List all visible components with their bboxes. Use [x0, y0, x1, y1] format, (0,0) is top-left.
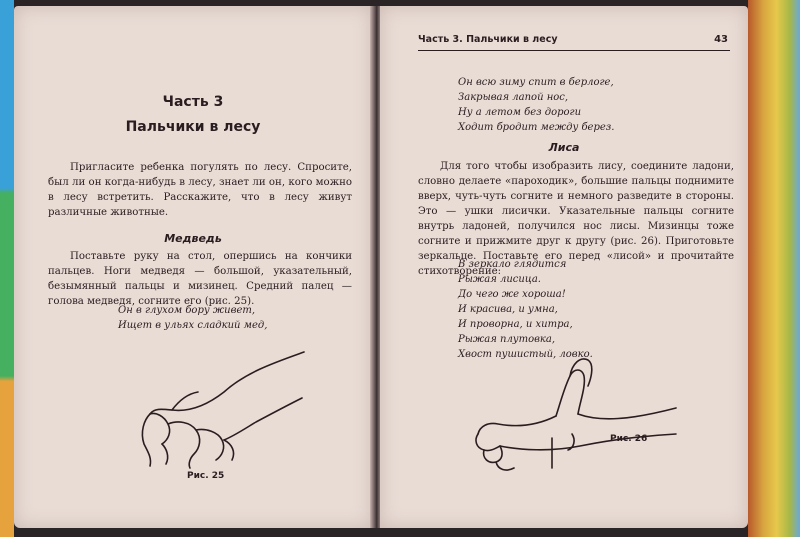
book-cover-edge-left — [0, 0, 14, 537]
poem-line: Он в глухом бору живет, — [118, 305, 256, 316]
poem-line: Ну а летом без дороги — [458, 107, 582, 118]
page-number: 43 — [714, 34, 728, 45]
fox-paragraph: Для того чтобы изобразить лису, соедините ладони, словно делаете «пароходик», большие пальцы поднимите вверх, чуть-чуть согните и немного разведите в стороны. Это — ушки лисички. Указательные пальцы согните внутрь ладоней, получился нос лисы. Мизинцы тоже согните и прижмите друг к другу (рис. 26). Приготовьте зеркальце. Поставьте его перед «лисой» и прочитайте стихотворение: — [418, 161, 734, 277]
running-head: Часть 3. Пальчики в лесу — [418, 34, 558, 45]
poem-line: В зеркало глядится — [458, 259, 567, 270]
fox-hand-illustration — [460, 350, 680, 480]
fox-poem — [458, 257, 593, 362]
poem-line: Закрывая лапой нос, — [458, 92, 569, 103]
bear-poem-continued — [458, 75, 614, 135]
header-rule — [418, 50, 730, 51]
poem-line: Ходит бродит между берез. — [458, 122, 615, 133]
poem-line: Он всю зиму спит в берлоге, — [458, 77, 614, 88]
intro-paragraph: Пригласите ребенка погулять по лесу. Спросите, был ли он когда-нибудь в лесу, знает ли он, кого можно в лесу встретить. Расскажите, что в лесу живут различные животные. — [48, 162, 352, 218]
bear-heading: Медведь — [164, 232, 222, 245]
right-page — [380, 6, 748, 528]
left-page — [14, 6, 372, 528]
poem-line: Рыжая лисица. — [458, 274, 541, 285]
bear-poem — [118, 303, 267, 333]
figure-caption: Рис. 26 — [610, 434, 648, 444]
bear-hand-illustration — [106, 336, 306, 471]
bear-paragraph: Поставьте руку на стол, опершись на кончики пальцев. Ноги медведя — большой, указательный, безымянный пальцы и мизинец. Средний палец — голова медведя, согните его (рис. 25). — [48, 251, 352, 307]
chapter-number: Часть 3 — [162, 94, 224, 110]
poem-line: Ищет в ульях сладкий мед, — [118, 320, 268, 331]
poem-line: И красива, и умна, — [458, 304, 558, 315]
poem-line: И проворна, и хитра, — [458, 319, 573, 330]
book-cover-edge-right — [748, 0, 800, 537]
figure-caption: Рис. 25 — [187, 471, 225, 481]
poem-line: До чего же хороша! — [458, 289, 566, 300]
poem-line: Хвост пушистый, ловко. — [458, 349, 593, 360]
chapter-title: Пальчики в лесу — [125, 119, 261, 135]
poem-line: Рыжая плутовка, — [458, 334, 556, 345]
fox-heading: Лиса — [548, 141, 580, 154]
